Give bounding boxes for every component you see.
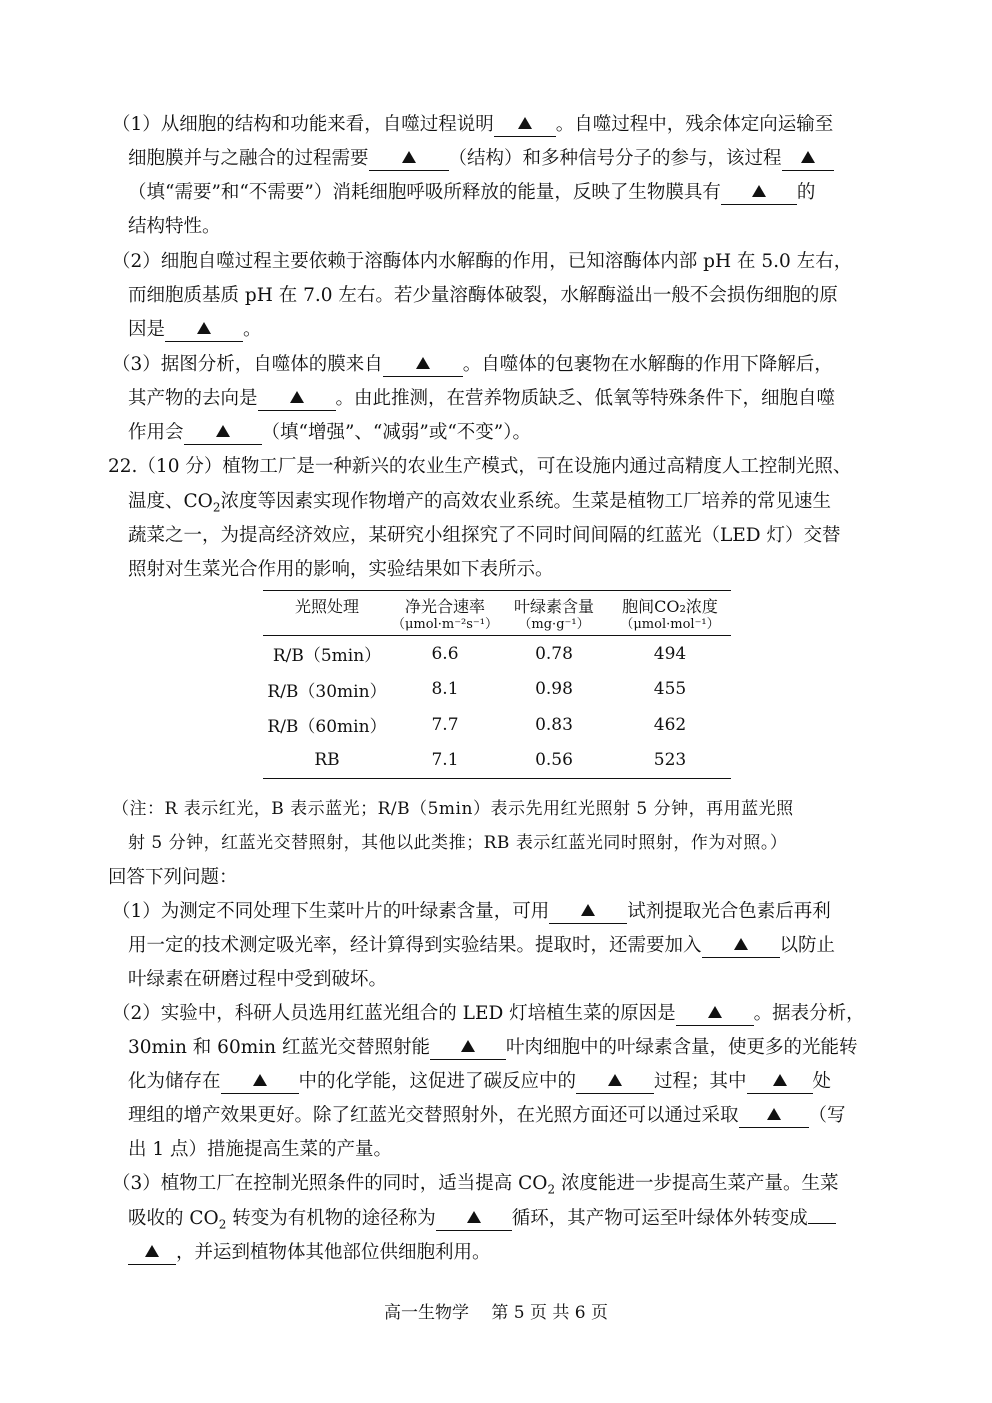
q22-stem-line3: 蔬菜之一，为提高经济效应，某研究小组探究了不同时间间隔的红蓝光（LED 灯）交替 [128, 525, 841, 546]
q22-stem-line1: 22.（10 分）植物工厂是一种新兴的农业生产模式，可在设施内通过高精度人工控制光照、 [108, 456, 852, 477]
q21-3-line2: 其产物的去向是 。由此推测，在营养物质缺乏、低氧等特殊条件下，细胞自噬 [128, 388, 836, 409]
answer-blank[interactable] [702, 935, 780, 958]
q21-1-line2: 细胞膜并与之融合的过程需要 （结构）和多种信号分子的参与，该过程 [128, 146, 834, 172]
table-cell: 0.98 [535, 679, 573, 700]
table-cell: 455 [653, 679, 687, 700]
triangle-icon [801, 151, 815, 163]
q21-1-line1: （1）从细胞的结构和功能来看，自噬过程说明 。自噬过程中，残余体定向运输至 [112, 114, 834, 135]
answer-blank[interactable] [739, 1105, 809, 1128]
table-header-row [263, 591, 731, 636]
q22-3-line1: （3）植物工厂在控制光照条件的同时，适当提高 $CO_2$ 浓度能进一步提高生菜产量。生菜 [112, 1173, 839, 1197]
q21-2-line2: 而细胞质基质 pH 在 7.0 左右。若少量溶酶体破裂，水解酶溢出一般不会损伤细胞的原 [128, 285, 838, 306]
q22-2-line5: 出 1 点）措施提高生菜的产量。 [128, 1139, 393, 1160]
table-row [263, 743, 731, 779]
triangle-icon [216, 425, 230, 437]
answer-blank[interactable] [576, 1071, 654, 1094]
q22-2-line3: 化为储存在 中的化学能，这促进了碳反应中的 过程；其中 处 [128, 1071, 832, 1092]
triangle-icon [708, 1006, 722, 1018]
table-note-line1: （注：R 表示红光，B 表示蓝光；R/B（5min）表示先用红光照射 5 分钟，再用蓝光照 [112, 799, 794, 819]
q22-stem-line4: 照射对生菜光合作用的影响，实验结果如下表所示。 [128, 559, 554, 580]
table-cell: 8.1 [431, 679, 459, 700]
answer-blank[interactable] [221, 1071, 299, 1094]
answer-blank[interactable] [165, 319, 243, 342]
answer-blank[interactable] [676, 1003, 754, 1026]
triangle-icon [767, 1108, 781, 1120]
triangle-icon [416, 357, 430, 369]
table-cell: R/B（5min） [272, 646, 382, 667]
table-cell: R/B（30min） [267, 681, 387, 702]
answer-blank[interactable] [383, 354, 463, 377]
table-cell: R/B（60min） [267, 717, 387, 738]
answer-blank[interactable] [782, 148, 834, 171]
table-cell: 494 [653, 643, 687, 664]
col-header: 光照处理 [263, 591, 391, 636]
table-cell: 523 [609, 743, 731, 779]
table-row [263, 636, 731, 672]
triangle-icon [461, 1040, 475, 1052]
q22-3-line2: 吸收的 $CO_2$ 转变为有机物的途径称为 循环，其产物可运至叶绿体外转变成 [128, 1206, 836, 1238]
triangle-icon [402, 151, 416, 163]
table-row [263, 707, 731, 743]
table-cell: 0.56 [499, 743, 609, 779]
q22-1-line1: （1）为测定不同处理下生菜叶片的叶绿素含量，可用 试剂提取光合色素后再利 [112, 901, 831, 922]
answer-blank[interactable] [808, 1223, 836, 1224]
answer-blank[interactable] [494, 114, 556, 137]
answer-blank[interactable] [128, 1242, 176, 1265]
triangle-icon [608, 1074, 622, 1086]
q21-2-line3: 因是 。 [128, 319, 262, 340]
triangle-icon [253, 1074, 267, 1086]
table-cell: 7.7 [431, 714, 459, 735]
triangle-icon [773, 1074, 787, 1086]
q21-3-line1: （3）据图分析，自噬体的膜来自 。自噬体的包裹物在水解酶的作用下降解后， [112, 354, 833, 375]
col-header: 胞间CO₂浓度 （μmol·mol⁻¹） [609, 591, 731, 636]
q21-1-line4: 结构特性。 [128, 216, 221, 237]
q22-2-line2: 30min 和 60min 红蓝光交替照射能 叶肉细胞中的叶绿素含量，使更多的光能转 [128, 1037, 858, 1058]
table-cell: 0.83 [535, 714, 573, 735]
q21-2-line1: （2）细胞自噬过程主要依赖于溶酶体内水解酶的作用，已知溶酶体内部 pH 在 5.0 左右， [112, 251, 853, 272]
q21-3-line3: 作用会 （填“增强”、“减弱”或“不变”）。 [128, 422, 532, 443]
table-cell: 7.1 [391, 743, 499, 779]
table-note-line2: 射 5 分钟，红蓝光交替照射，其他以此类推；RB 表示红蓝光同时照射，作为对照。） [128, 833, 788, 853]
answer-blank[interactable] [184, 422, 262, 445]
triangle-icon [734, 938, 748, 950]
table-cell: 0.78 [535, 643, 573, 664]
table-cell: 462 [653, 714, 687, 735]
col-header: 净光合速率 （μmol·m⁻²s⁻¹） [391, 591, 499, 636]
q22-stem-line2: 温度、$CO_2$浓度等因素实现作物增产的高效农业系统。生菜是植物工厂培养的常见速生 [128, 491, 831, 515]
q22-1-line3: 叶绿素在研磨过程中受到破坏。 [128, 969, 388, 990]
triangle-icon [145, 1245, 159, 1257]
answer-blank[interactable] [747, 1071, 813, 1094]
page-footer: 高一生物学 第 5 页 共 6 页 [383, 1303, 609, 1323]
answer-blank[interactable] [549, 901, 627, 924]
q22-2-line1: （2）实验中，科研人员选用红蓝光组合的 LED 灯培植生菜的原因是 。据表分析， [112, 1003, 865, 1024]
q22-2-line4: 理组的增产效果更好。除了红蓝光交替照射外，在光照方面还可以通过采取 （写 [128, 1105, 846, 1126]
answer-blank[interactable] [258, 388, 336, 411]
table-cell: 6.6 [431, 643, 459, 664]
q22-1-line2: 用一定的技术测定吸光率，经计算得到实验结果。提取时，还需要加入 以防止 [128, 935, 836, 956]
q22-3-line3: ，并运到植物体其他部位供细胞利用。 [128, 1240, 491, 1266]
triangle-icon [197, 322, 211, 334]
table-cell: RB [263, 743, 391, 779]
table-row [263, 672, 731, 708]
answer-blank[interactable] [430, 1037, 506, 1060]
answer-prompt: 回答下列问题： [108, 867, 238, 888]
triangle-icon [518, 117, 532, 129]
triangle-icon [290, 391, 304, 403]
triangle-icon [581, 904, 595, 916]
col-header: 叶绿素含量 （mg·g⁻¹） [499, 591, 609, 636]
answer-blank[interactable] [369, 148, 449, 171]
answer-blank[interactable] [721, 182, 797, 205]
triangle-icon [752, 185, 766, 197]
triangle-icon [467, 1211, 481, 1223]
q21-1-line3: （填“需要”和“不需要”）消耗细胞呼吸所释放的能量，反映了生物膜具有 的 [128, 182, 816, 203]
answer-blank[interactable] [436, 1208, 512, 1231]
results-table [263, 590, 731, 779]
